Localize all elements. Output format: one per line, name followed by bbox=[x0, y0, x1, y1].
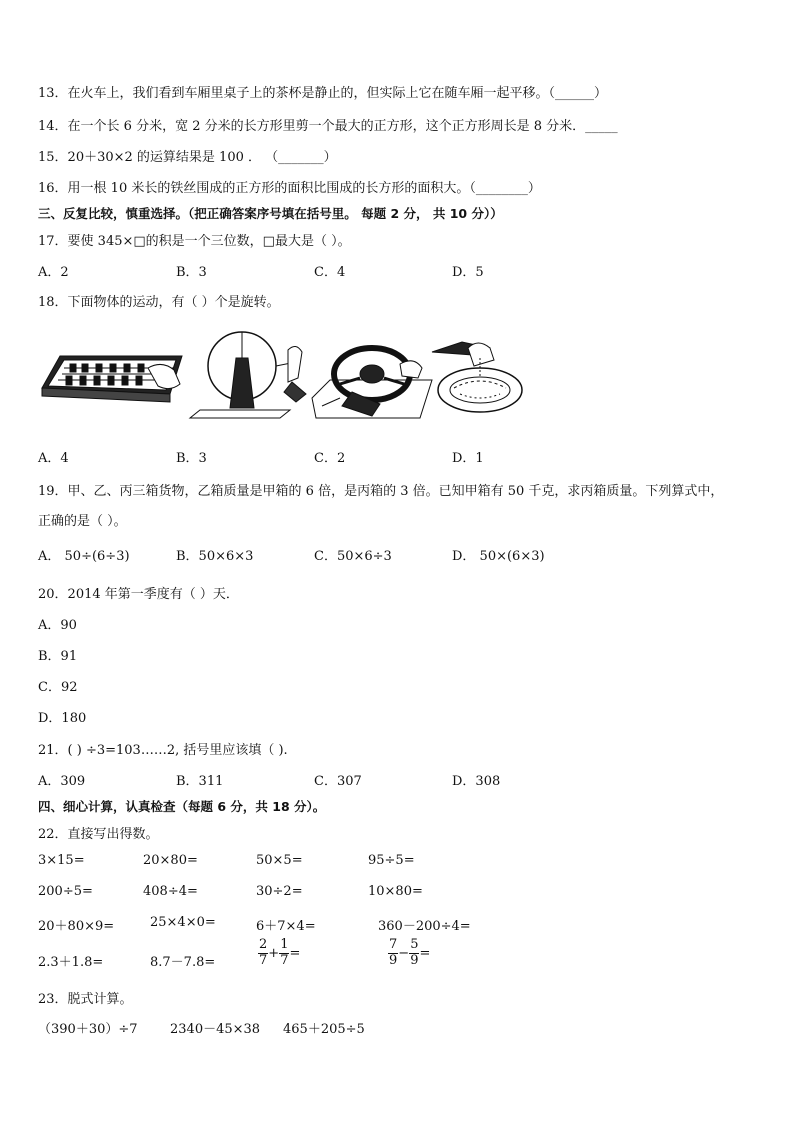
q21-option-c: C．307 bbox=[314, 774, 362, 789]
question-14: 14．在一个长 6 分米，宽 2 分米的长方形里剪一个最大的正方形，这个正方形周长是 8 分米．_____ bbox=[38, 119, 618, 134]
q21-option-a: A．309 bbox=[38, 774, 86, 789]
rotation-illustrations bbox=[40, 328, 525, 420]
calc-item: 95÷5= bbox=[368, 853, 415, 868]
q17-option-c: C．4 bbox=[314, 265, 346, 280]
q19-option-a: A． 50÷(6÷3) bbox=[38, 549, 130, 564]
fraction: $\frac{7}{9}$ bbox=[389, 937, 398, 968]
fraction: $\frac{1}{7}$ bbox=[280, 937, 289, 968]
q18-option-a: A．4 bbox=[38, 451, 69, 466]
q20-option-c: C．92 bbox=[38, 680, 78, 695]
question-23: 23．脱式计算。 bbox=[38, 992, 133, 1007]
expression-item: （390＋30）÷7 bbox=[38, 1022, 138, 1037]
q18-option-d: D．1 bbox=[452, 451, 484, 466]
question-13: 13．在火车上，我们看到车厢里桌子上的茶杯是静止的，但实际上它在随车厢一起平移。（______） bbox=[38, 86, 608, 101]
abacus-image bbox=[42, 356, 182, 402]
fraction: $\frac{5}{9}$ bbox=[410, 937, 419, 968]
q20-option-a: A．90 bbox=[38, 618, 77, 633]
question-18: 18．下面物体的运动，有（ ）个是旋转。 bbox=[38, 295, 280, 310]
question-16: 16．用一根 10 米长的铁丝围成的正方形的面积比围成的长方形的面积大。（________） bbox=[38, 181, 541, 196]
section-4-heading: 四、细心计算，认真检查（每题 6 分，共 18 分）。 bbox=[38, 799, 326, 814]
calc-item: 20＋80×9= bbox=[38, 919, 115, 934]
question-19-line-1: 19．甲、乙、丙三箱货物，乙箱质量是甲箱的 6 倍，是丙箱的 3 倍。已知甲箱有 50 千克，求丙箱质量。下列算式中， bbox=[38, 484, 724, 499]
section-3-heading: 三、反复比较，慎重选择。（把正确答案序号填在括号里。 每题 2 分， 共 10 分）） bbox=[38, 206, 503, 221]
expression-item: 465＋205÷5 bbox=[283, 1022, 365, 1037]
faucet-sink-image bbox=[432, 342, 522, 412]
q20-option-d: D．180 bbox=[38, 711, 87, 726]
steering-wheel-image bbox=[312, 348, 432, 418]
globe-image bbox=[190, 332, 306, 418]
fraction-addition: $\frac{2}{7}$ + $\frac{1}{7}$ = bbox=[259, 937, 301, 968]
question-15: 15．20＋30×2 的运算结果是 100 ． （_______） bbox=[38, 150, 337, 165]
question-19-line-2: 正确的是（ ）。 bbox=[38, 514, 127, 529]
fraction: $\frac{2}{7}$ bbox=[259, 937, 268, 968]
q20-option-b: B．91 bbox=[38, 649, 78, 664]
calc-item: 200÷5= bbox=[38, 884, 93, 899]
q17-option-a: A．2 bbox=[38, 265, 69, 280]
calc-item: 50×5= bbox=[256, 853, 303, 868]
calc-item: 6＋7×4= bbox=[256, 919, 316, 934]
q19-option-b: B．50×6×3 bbox=[176, 549, 254, 564]
calc-item: 2.3＋1.8= bbox=[38, 955, 104, 970]
calc-item: 30÷2= bbox=[256, 884, 303, 899]
calc-item: 3×15= bbox=[38, 853, 85, 868]
question-21: 21．( ) ÷3=103……2, 括号里应该填（ ). bbox=[38, 743, 288, 758]
calc-item: 10×80= bbox=[368, 884, 423, 899]
q19-option-d: D． 50×(6×3) bbox=[452, 549, 545, 564]
calc-item: 8.7－7.8= bbox=[150, 955, 216, 970]
question-17: 17．要使 345×□的积是一个三位数，□最大是（ ）。 bbox=[38, 234, 351, 249]
fraction-subtraction: $\frac{7}{9}$ − $\frac{5}{9}$ = bbox=[389, 937, 431, 968]
expression-item: 2340－45×38 bbox=[170, 1022, 261, 1037]
q18-option-c: C．2 bbox=[314, 451, 346, 466]
calc-item: 408÷4= bbox=[143, 884, 198, 899]
q17-option-d: D．5 bbox=[452, 265, 484, 280]
q21-option-d: D．308 bbox=[452, 774, 501, 789]
calc-item: 20×80= bbox=[143, 853, 198, 868]
calc-item: 360－200÷4= bbox=[378, 919, 471, 934]
question-22: 22．直接写出得数。 bbox=[38, 827, 159, 842]
question-20: 20．2014 年第一季度有（ ）天． bbox=[38, 587, 239, 602]
q21-option-b: B．311 bbox=[176, 774, 224, 789]
calc-item: 25×4×0= bbox=[150, 915, 216, 930]
q19-option-c: C．50×6÷3 bbox=[314, 549, 392, 564]
q17-option-b: B．3 bbox=[176, 265, 207, 280]
q18-option-b: B．3 bbox=[176, 451, 207, 466]
